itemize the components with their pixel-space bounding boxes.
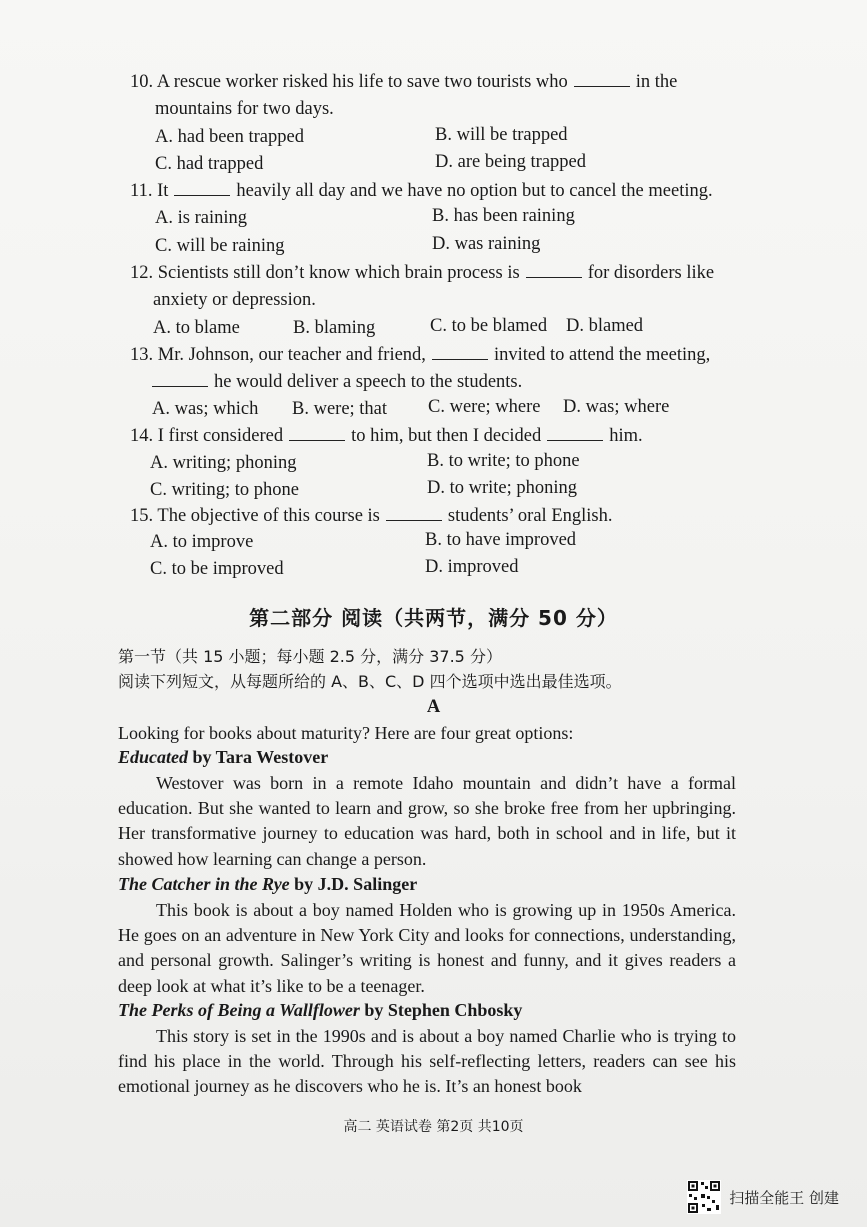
scanner-watermark xyxy=(687,1180,839,1214)
question-text: 11. It xyxy=(130,181,169,201)
option-b: B. to write; to phone xyxy=(427,451,580,471)
question-text: to him, but then I decided xyxy=(351,426,542,446)
book-title: The Catcher in the Rye xyxy=(118,874,290,894)
section-instruction: 阅读下列短文，从每题所给的 A、B、C、D 四个选项中选出最佳选项。 xyxy=(118,672,622,691)
book-heading xyxy=(118,1000,522,1021)
option-c: C. to be improved xyxy=(150,559,284,579)
question-text: in the xyxy=(635,72,678,92)
book-author: by Tara Westover xyxy=(188,747,329,767)
option-b: B. will be trapped xyxy=(435,125,568,145)
option-d: D. improved xyxy=(425,557,519,577)
section-subtitle: 第一节（共 15 小题；每小题 2.5 分，满分 37.5 分） xyxy=(118,647,502,666)
book-heading xyxy=(118,747,328,768)
option-c: C. writing; to phone xyxy=(150,480,300,500)
question-text: for disorders like xyxy=(587,263,715,283)
question-text: 14. I first considered xyxy=(130,426,284,446)
option-d: D. was raining xyxy=(432,234,541,254)
option-b: B. blaming xyxy=(293,318,376,338)
option-d: D. blamed xyxy=(566,316,644,336)
question-14-stem xyxy=(130,424,643,447)
option-b: B. were; that xyxy=(292,399,388,419)
option-a: A. had been trapped xyxy=(155,127,304,147)
book-author: by Stephen Chbosky xyxy=(359,1000,523,1020)
question-15-stem xyxy=(130,504,612,527)
option-b: B. has been raining xyxy=(432,206,575,226)
book-description: This book is about a boy named Holden who is growing up in 1950s America. He goes on an adventure in New York City and looks for connections, understanding, and personal growth. Salinger’s writing is honest and funny, and it gives readers a deep look at what it’s like to be a teenager. xyxy=(118,900,736,996)
option-d: D. was; where xyxy=(563,397,670,417)
question-text: heavily all day and we have no option but to cancel the meeting. xyxy=(236,181,713,201)
question-text: he would deliver a speech to the students. xyxy=(214,372,523,392)
book-title: Educated xyxy=(118,747,188,767)
option-c: C. to be blamed xyxy=(430,316,548,336)
option-d: D. to write; phoning xyxy=(427,478,578,498)
book-author: by J.D. Salinger xyxy=(289,874,418,894)
book-heading xyxy=(118,874,417,895)
section-title: 第二部分 阅读（共两节，满分 50 分） xyxy=(249,606,618,630)
answer-blank xyxy=(526,261,582,278)
answer-blank xyxy=(574,70,630,87)
question-text: him. xyxy=(609,426,643,446)
option-a: A. was; which xyxy=(152,399,259,419)
option-d: D. are being trapped xyxy=(435,152,587,172)
option-b: B. to have improved xyxy=(425,530,577,550)
question-11-stem xyxy=(130,179,713,202)
passage-intro: Looking for books about maturity? Here are four great options: xyxy=(118,723,574,743)
qr-code-icon xyxy=(687,1180,721,1214)
question-text: 13. Mr. Johnson, our teacher and friend, xyxy=(130,345,426,365)
option-a: A. to blame xyxy=(153,318,240,338)
answer-blank xyxy=(289,424,345,441)
option-a: A. to improve xyxy=(150,532,254,552)
question-text: 10. A rescue worker risked his life to save two tourists who xyxy=(130,72,568,92)
option-a: A. writing; phoning xyxy=(150,453,297,473)
answer-blank xyxy=(432,343,488,360)
question-text: 15. The objective of this course is xyxy=(130,506,380,526)
question-13-continuation xyxy=(152,370,522,393)
book-description: This story is set in the 1990s and is about a boy named Charlie who is trying to find his place in the world. Through his self-reflecting letters, readers can see his emotional journey as he discovers who he is. It’s an honest book xyxy=(118,1026,736,1097)
option-c: C. will be raining xyxy=(155,236,285,256)
question-10-stem xyxy=(130,70,677,93)
question-12-stem xyxy=(130,261,714,284)
question-text: invited to attend the meeting, xyxy=(493,345,711,365)
option-c: C. were; where xyxy=(428,397,541,417)
book-description: Westover was born in a remote Idaho mountain and didn’t have a formal education. But she wanted to learn and grow, so she broke free from her upbringing. Her transformative journey to education was hard, both in school and in life, but it showed how learning can change a person. xyxy=(118,773,736,869)
question-13-stem xyxy=(130,343,710,366)
watermark-text: 扫描全能王 创建 xyxy=(729,1188,839,1207)
answer-blank xyxy=(174,179,230,196)
passage-label: A xyxy=(426,697,441,717)
option-c: C. had trapped xyxy=(155,154,264,174)
answer-blank xyxy=(152,370,208,387)
question-12-continuation: anxiety or depression. xyxy=(153,290,316,310)
question-text: students’ oral English. xyxy=(447,506,613,526)
question-text: 12. Scientists still don’t know which brain process is xyxy=(130,263,520,283)
question-10-continuation: mountains for two days. xyxy=(155,99,334,119)
page-footer: 高二 英语试卷 第2页 共10页 xyxy=(343,1119,524,1135)
book-title: The Perks of Being a Wallflower xyxy=(118,1000,360,1020)
answer-blank xyxy=(547,424,603,441)
answer-blank xyxy=(386,504,442,521)
option-a: A. is raining xyxy=(155,208,247,228)
